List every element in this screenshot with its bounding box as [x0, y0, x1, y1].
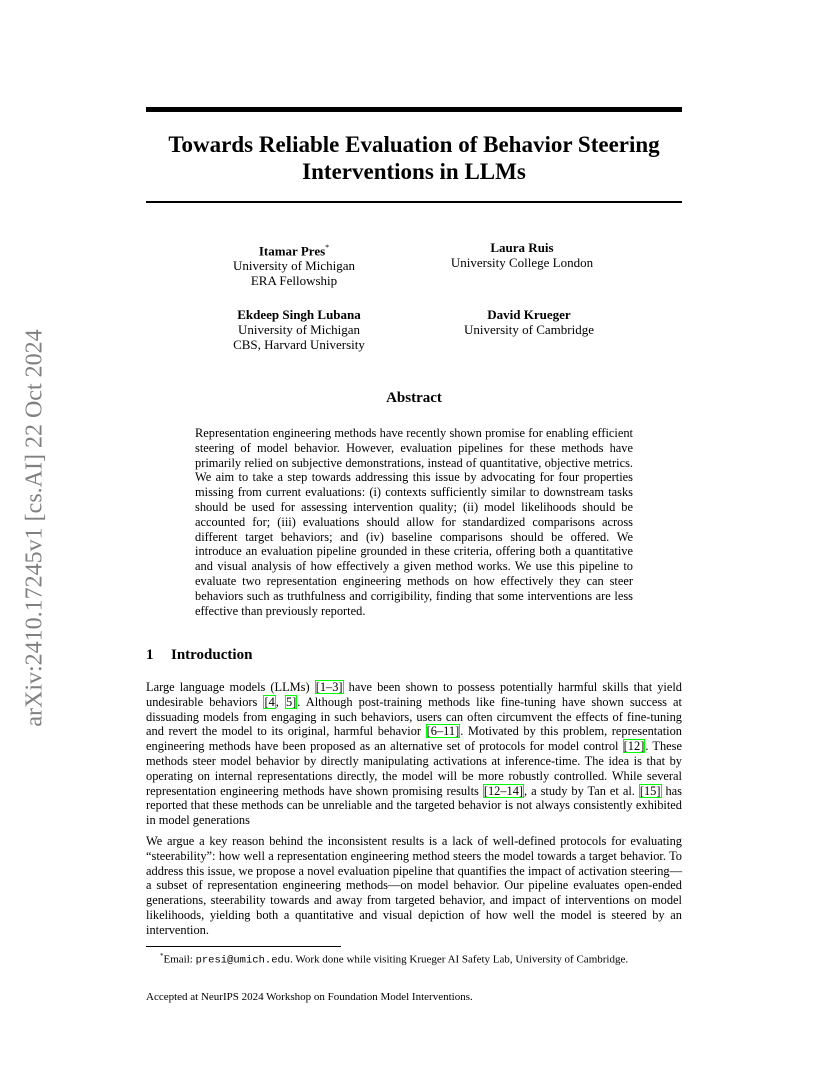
footnote-text: Email:: [163, 953, 196, 966]
author-name: David Krueger: [487, 307, 571, 322]
paragraph-text: . Although post-training methods like fine-tuning have shown success at dissuading models from engaging in such behaviors, users can often circumvent the effects of fine-tuning and revert the model to its original, harmful behavior: [146, 694, 683, 739]
title-top-rule: [146, 107, 682, 112]
author-name: Itamar Pres: [258, 243, 326, 259]
intro-paragraph-2: We argue a key reason behind the inconsistent results is a lack of well-defined protocols for evaluating “steerability”: how well a representation engineering method steers the model towards a target behavior. To address this issue, we propose a novel evaluation pipeline that quantifies the impact of activation steering—a subset of representation engineering methods—on model behavior. Our pipeline evaluates open-ended generations, steerability towards and away from targeted behavior, and impact of interventions on model likelihoods, yielding both a quantitative and visual depiction of how well the model is steered by an intervention.: [146, 834, 682, 937]
paragraph-text: has reported that these methods can be unreliable and the targeted behavior is not always consistently exhibited in model generations: [146, 783, 682, 828]
footnote-rule: [146, 946, 341, 947]
author-block: [179, 307, 419, 352]
citation-link[interactable]: [12]: [623, 739, 645, 754]
author-affiliation: CBS, Harvard University: [233, 337, 365, 352]
footnote-mark: *: [160, 952, 164, 960]
paragraph-text: . Motivated by this problem, representation engineering methods have been proposed as an alternative set of protocols for model control: [146, 724, 682, 754]
paragraph-text: . These methods steer model behavior by directly manipulating activations at inference-time. The idea is that by operating on internal representations directly, the model will be more robustly controlled. While several representation engineering methods have shown promising results: [146, 739, 682, 798]
author-affiliation: University of Michigan: [232, 258, 356, 274]
citation-link[interactable]: [12–14]: [483, 783, 524, 798]
section-number: 1: [146, 647, 154, 663]
paragraph-text: ,: [275, 694, 285, 709]
author-block: [402, 240, 642, 270]
paragraph-text: have been shown to possess potentially harmful skills that yield undesirable behaviors: [146, 680, 682, 709]
section-heading: [146, 647, 682, 664]
paragraph-text: Large language models (LLMs): [146, 680, 315, 694]
author-block: [174, 240, 414, 288]
citation-link[interactable]: [15]: [639, 783, 661, 798]
section-title: Introduction: [171, 647, 253, 663]
citation-link[interactable]: 5]: [285, 694, 297, 709]
abstract-text: Representation engineering methods have recently shown promise for enabling efficient steering of model behavior. However, evaluation pipelines for these methods have primarily relied on subjective demonstrations, instead of quantitative, objective metrics. We aim to take a step towards addressing this issue by advocating for four properties missing from current evaluations: (i) contexts sufficiently similar to downstream tasks should be used for assessing intervention quality; (ii) model likelihoods should be accounted for; (iii) evaluations should allow for standardized comparisons across different target behaviors; and (iv) baseline comparisons should be offered. We introduce an evaluation pipeline grounded in these criteria, offering both a quantitative and visual analysis of how effectively a given method works. We use this pipeline to evaluate two representation engineering methods on how effectively they can steer behaviors such as truthfulness and corrigibility, finding that some interventions are less effective than previously reported.: [195, 426, 633, 618]
title-bottom-rule: [146, 201, 682, 203]
author-name: Ekdeep Singh Lubana: [237, 307, 361, 322]
intro-paragraph-1: [146, 680, 682, 828]
paper-title: Towards Reliable Evaluation of Behavior Steering Interventions in LLMs: [168, 132, 660, 184]
citation-link[interactable]: [1–3]: [315, 680, 343, 694]
author-affiliation: University of Cambridge: [464, 322, 594, 337]
author-name: Laura Ruis: [490, 240, 554, 255]
footnote: [160, 950, 682, 968]
author-block: [409, 307, 649, 337]
abstract-heading: Abstract: [386, 390, 442, 406]
paragraph-text: , a study by Tan et al.: [524, 783, 639, 798]
venue-note: Accepted at NeurIPS 2024 Workshop on Foundation Model Interventions.: [146, 991, 473, 1003]
author-affiliation: University of Michigan: [237, 322, 361, 337]
email-address[interactable]: presi@umich.edu: [195, 954, 291, 967]
footnote-text: . Work done while visiting Krueger AI Safety Lab, University of Cambridge.: [290, 953, 629, 966]
arxiv-identifier: arXiv:2410.17245v1 [cs.AI] 22 Oct 2024: [21, 329, 48, 727]
author-affiliation: ERA Fellowship: [250, 273, 338, 289]
citation-link[interactable]: [4: [264, 694, 275, 709]
author-affiliation: University College London: [450, 255, 594, 270]
citation-link[interactable]: [6–11]: [426, 724, 460, 739]
footnote-mark[interactable]: *: [325, 243, 330, 252]
